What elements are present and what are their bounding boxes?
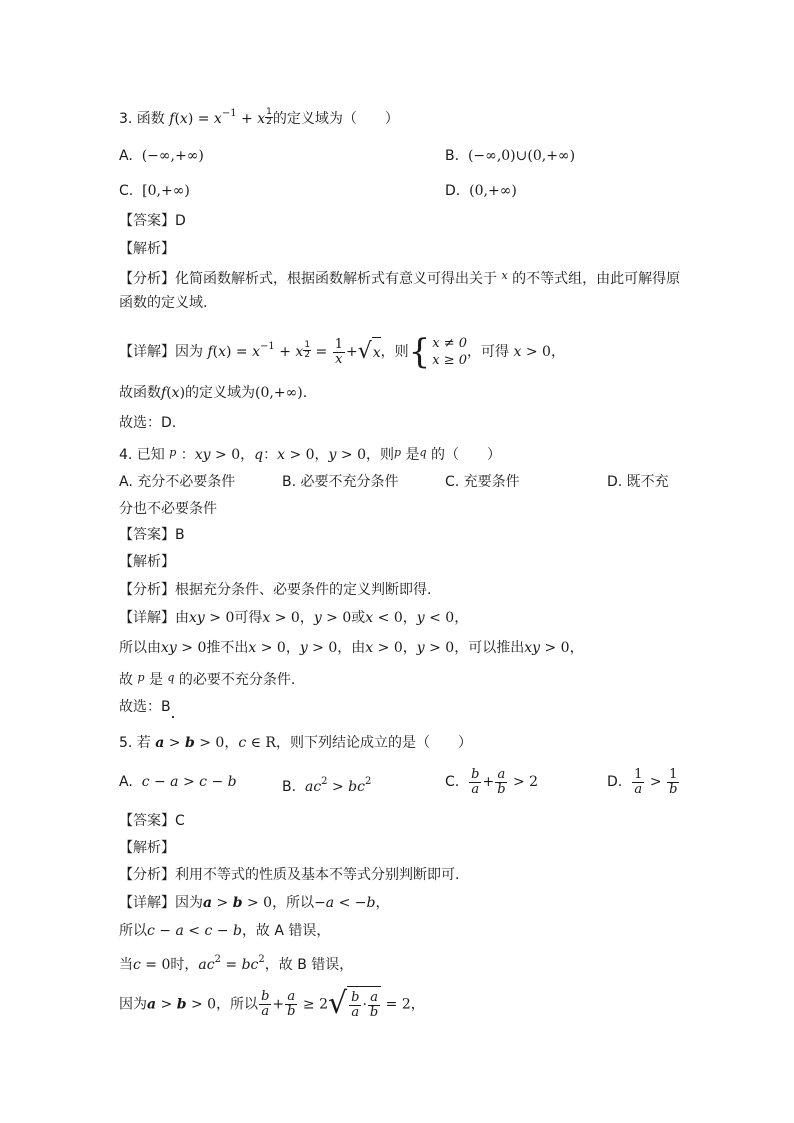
- q3-answer: 【答案】D: [119, 213, 186, 229]
- q5-jiexi: 【解析】: [119, 840, 175, 856]
- q4-stem: 4. 已知 $^p$ ：xy > 0，q：x > 0，y > 0，则$^p$ 是$^q$ 的（ ）: [119, 446, 502, 463]
- q5-xiangjie-2: 所以c − a < c − b，故 A 错误，: [119, 923, 331, 939]
- q4-option-b: B. 必要不充分条件: [282, 474, 399, 490]
- q5-option-c: C. $\frac{b}{a}$ + $\frac{a}{b}$ > 2: [445, 766, 539, 797]
- q5-fenxi: 【分析】利用不等式的性质及基本不等式分别判断即可.: [119, 867, 460, 883]
- q3-option-b: B. (−∞,0)∪(0,+∞): [445, 148, 576, 164]
- q3-fenxi-2: 函数的定义域.: [119, 295, 208, 311]
- q4-xiangjie-3: 故 $^p$ 是 $^q$ 的必要不充分条件.: [119, 671, 296, 688]
- q4-answer: 【答案】B: [119, 527, 185, 543]
- q4-jiexi: 【解析】: [119, 554, 175, 570]
- q5-answer: 【答案】C: [119, 813, 185, 829]
- q3-option-c: C. [0,+∞): [119, 183, 190, 199]
- q4-fenxi: 【分析】根据充分条件、必要条件的定义判断即得.: [119, 582, 432, 598]
- q3-option-d: D. (0,+∞): [445, 183, 517, 199]
- q4-option-a: A. 充分不必要条件: [119, 474, 236, 490]
- q5-xiangjie: 【详解】因为a > b > 0，所以−a < −b，: [119, 895, 390, 911]
- q5-xiangjie-3: 当c = 0时，$ac^2 = bc^2$，故 B 错误，: [119, 954, 354, 973]
- stray-dot: [172, 716, 174, 718]
- q5-option-d: D. $\frac{1}{a}$ > $\frac{1}{b}$: [607, 766, 678, 797]
- q3-jiexi: 【解析】: [119, 241, 175, 257]
- q5-option-a: A. c − a > c − b: [119, 774, 237, 790]
- q4-xuan: 故选：B: [119, 699, 171, 715]
- q4-option-d: D. 既不充: [607, 474, 669, 490]
- q5-option-b: B. $ac^2 > bc^2$: [282, 776, 372, 795]
- q3-stem: 3. 函数 $f(x) = x^{-1} + x$ $\frac{1}{2}$ 的定义域为（ ）: [119, 107, 399, 127]
- q3-number: 3. 函数: [119, 111, 165, 127]
- q4-xiangjie: 【详解】由xy > 0可得x > 0，y > 0或x < 0，y < 0，: [119, 610, 469, 626]
- q4-option-d-cont: 分也不必要条件: [119, 501, 217, 517]
- q4-option-c: C. 充要条件: [445, 474, 520, 490]
- q3-option-a: A. (−∞,+∞): [119, 148, 204, 164]
- q3-xuan: 故选：D.: [119, 415, 177, 431]
- q3-xiangjie: 【详解】因为 $f(x) = x^{-1} + x$ $\frac{1}{2}$ = $\frac{1}{x}$ + √ x ，则 { x ≠ 0 x ≥ 0 ，可得 x > 0，: [119, 332, 565, 372]
- q4-xiangjie-2: 所以由xy > 0推不出x > 0，y > 0，由x > 0，y > 0，可以推出xy > 0，: [119, 640, 584, 656]
- q3-fenxi: 【分析】化简函数解析式，根据函数解析式有意义可得出关于 $^x$ 的不等式组，由此可解得原: [119, 269, 681, 287]
- q3-conclusion: 故函数f(x)的定义域为(0,+∞).: [119, 385, 308, 401]
- q5-xiangjie-4: 因为a > b > 0，所以 $\frac{b}{a}$ + $\frac{a}{b}$ ≥ 2 √ $\frac{b}{a}$ · $\frac{a}{b}$ = 2，: [119, 986, 425, 1021]
- q5-stem: 5. 若 a > b > 0，c ∈ R，则下列结论成立的是（ ）: [119, 735, 472, 751]
